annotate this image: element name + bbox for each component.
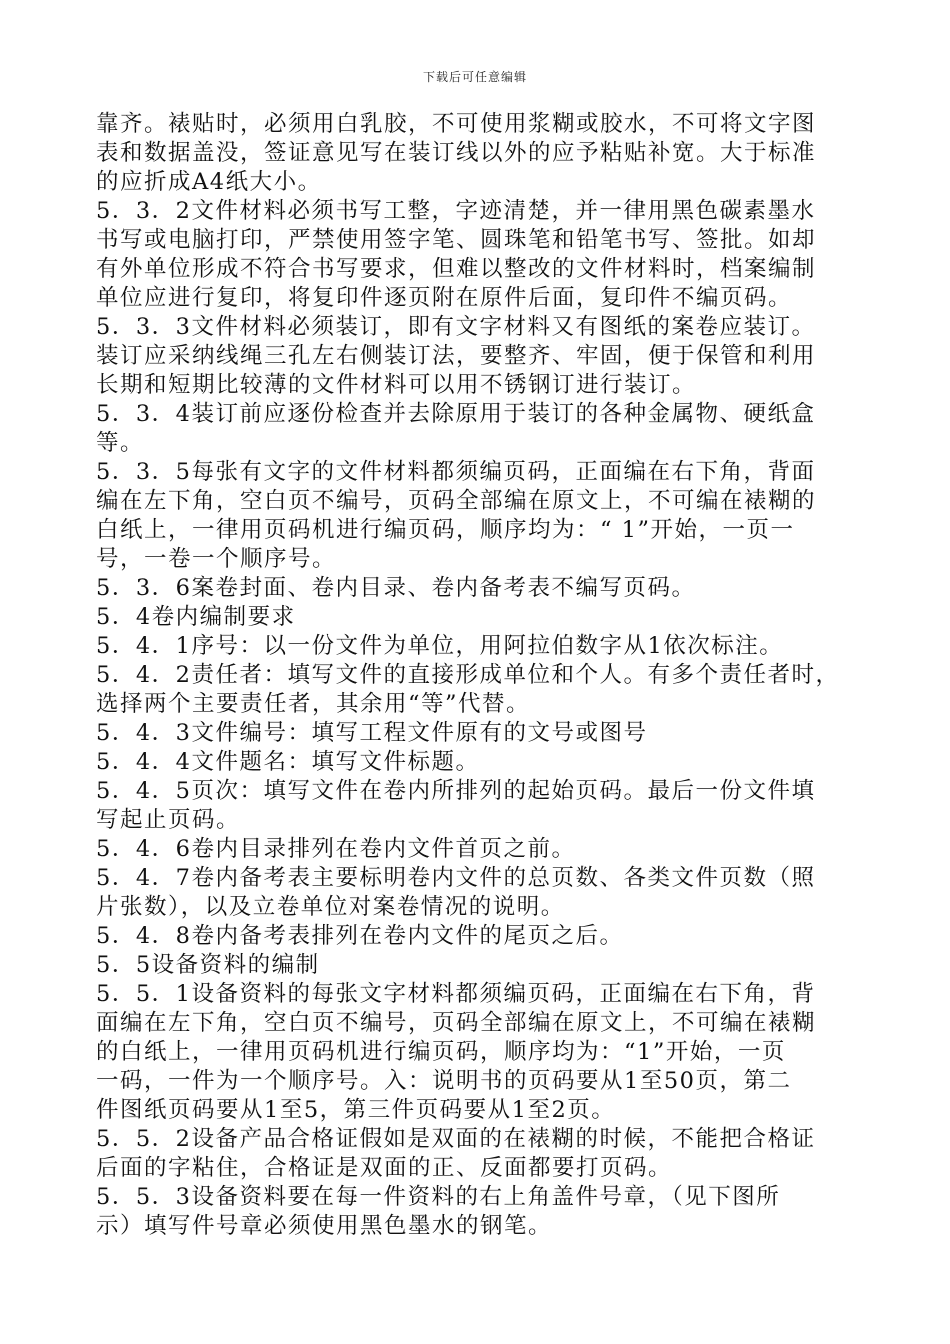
text-line: 白纸上，一律用页码机进行编页码，顺序均为：“ 1”开始，一页一 [96, 517, 795, 543]
text-line: 5．3．2文件材料必须书写工整，字迹清楚，并一律用黑色碳素墨水 [96, 198, 816, 224]
text-line: 有外单位形成不符合书写要求，但难以整改的文件材料时，档案编制 [96, 256, 817, 282]
text-line: 的白纸上，一律用页码机进行编页码，顺序均为：“1”开始，一页 [96, 1039, 786, 1065]
text-line: 5．5设备资料的编制 [96, 952, 320, 978]
text-line: 的应折成A4纸大小。 [96, 169, 322, 195]
text-line: 5．4．7卷内备考表主要标明卷内文件的总页数、各类文件页数（照 [96, 865, 816, 891]
text-line: 5．5．2设备产品合格证假如是双面的在裱糊的时候，不能把合格证 [96, 1126, 816, 1152]
text-line: 5．4卷内编制要求 [96, 604, 296, 630]
text-line: 5．3．4装订前应逐份检查并去除原用于装订的各种金属物、硬纸盒 [96, 401, 816, 427]
text-line: 一码，一件为一个顺序号。入：说明书的页码要从1至50页，第二 [96, 1068, 792, 1094]
text-line: 装订应采纳线绳三孔左右侧装订法，要整齐、牢固，便于保管和利用 [96, 343, 817, 369]
text-line: 5．4．8卷内备考表排列在卷内文件的尾页之后。 [96, 923, 624, 949]
text-line: 号，一卷一个顺序号。 [96, 546, 337, 572]
text-line: 5．4．2责任者：填写文件的直接形成单位和个人。有多个责任者时， [96, 662, 840, 688]
text-line: 示）填写件号章必须使用黑色墨水的钢笔。 [96, 1213, 553, 1239]
text-line: 5．4．6卷内目录排列在卷内文件首页之前。 [96, 836, 576, 862]
text-line: 长期和短期比较薄的文件材料可以用不锈钢订进行装订。 [96, 372, 697, 398]
text-line: 编在左下角，空白页不编号，页码全部编在原文上，不可编在裱糊的 [96, 488, 817, 514]
text-line: 5．5．1设备资料的每张文字材料都须编页码，正面编在右下角，背 [96, 981, 816, 1007]
text-line: 选择两个主要责任者，其余用“等”代替。 [96, 691, 531, 717]
text-line: 书写或电脑打印，严禁使用签字笔、圆珠笔和铅笔书写、签批。如却 [96, 227, 817, 253]
text-line: 表和数据盖没，签证意见写在装订线以外的应予粘贴补宽。大于标准 [96, 140, 817, 166]
text-line: 5．3．6案卷封面、卷内目录、卷内备考表不编写页码。 [96, 575, 696, 601]
text-line: 5．3．3文件材料必须装订，即有文字材料又有图纸的案卷应装订。 [96, 314, 816, 340]
text-line: 件图纸页码要从1至5，第三件页码要从1至2页。 [96, 1097, 616, 1123]
text-line: 5．4．5页次：填写文件在卷内所排列的起始页码。最后一份文件填 [96, 778, 816, 804]
text-line: 写起止页码。 [96, 807, 241, 833]
text-line: 靠齐。裱贴时，必须用白乳胶，不可使用浆糊或胶水，不可将文字图 [96, 111, 817, 137]
text-line: 5．4．1序号：以一份文件为单位，用阿拉伯数字从1依次标注。 [96, 633, 784, 659]
text-line: 面编在左下角，空白页不编号，页码全部编在原文上，不可编在裱糊 [96, 1010, 817, 1036]
text-line: 单位应进行复印，将复印件逐页附在原件后面，复印件不编页码。 [96, 285, 793, 311]
text-line: 后面的字粘住，合格证是双面的正、反面都要打页码。 [96, 1155, 673, 1181]
text-line: 5．4．3文件编号：填写工程文件原有的文号或图号 [96, 720, 648, 746]
page-header: 下载后可任意编辑 [422, 70, 527, 84]
text-line: 片张数），以及立卷单位对案卷情况的说明。 [96, 894, 565, 920]
text-line: 5．4．4文件题名：填写文件标题。 [96, 749, 480, 775]
text-line: 5．3．5每张有文字的文件材料都须编页码，正面编在右下角，背面 [96, 459, 816, 485]
text-line: 等。 [96, 430, 145, 456]
body-text [96, 110, 878, 1241]
text-line: 5．5．3设备资料要在每一件资料的右上角盖件号章，（见下图所 [96, 1184, 781, 1210]
